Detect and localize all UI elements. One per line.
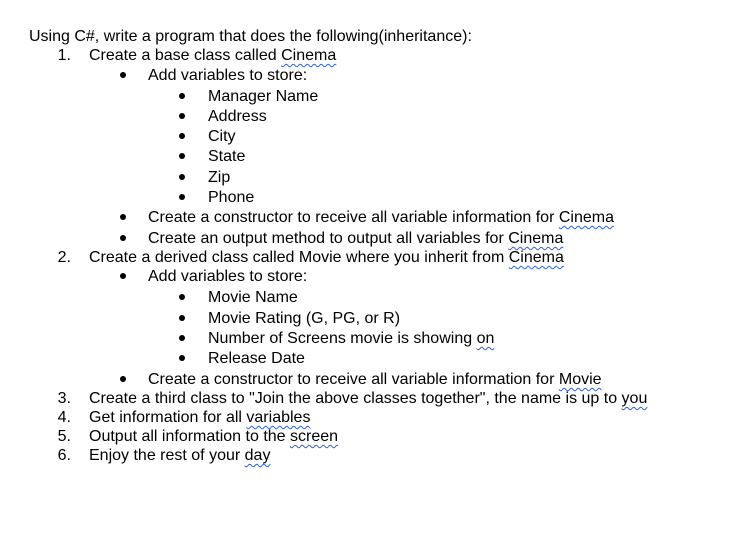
- spellcheck-word: Cinema: [558, 209, 614, 226]
- step-number: 4.: [57, 409, 71, 426]
- bullet-icon: [179, 93, 185, 99]
- step-4-text: [89, 408, 310, 428]
- bullet-icon: [120, 214, 126, 220]
- step-3-text-main: Create a third class to "Join the above classes together", the name is up to: [89, 390, 622, 407]
- bullet-icon: [120, 273, 126, 279]
- step-number: 3.: [57, 390, 71, 407]
- bullet-icon: [179, 335, 185, 341]
- spellcheck-word: Movie: [558, 371, 602, 388]
- step-number: 2.: [57, 249, 71, 266]
- bullet-icon: [179, 355, 185, 361]
- spellcheck-word: Cinema: [281, 47, 337, 64]
- list-item: City: [208, 128, 236, 145]
- step-1-text-main: Create a base class called: [89, 47, 282, 64]
- bullet-icon: [179, 133, 185, 139]
- spellcheck-word: variables: [246, 409, 311, 426]
- step-1-constructor: [148, 208, 614, 228]
- list-item: Release Date: [208, 350, 305, 367]
- step-1-text: [89, 46, 336, 66]
- list-item-text: Number of Screens movie is showing: [208, 330, 477, 347]
- spellcheck-word: Cinema: [508, 249, 564, 266]
- bullet-icon: [179, 113, 185, 119]
- list-item: Zip: [208, 169, 231, 186]
- step-6-text: [89, 446, 270, 466]
- step-2-text: [89, 248, 564, 268]
- bullet-icon: [179, 294, 185, 300]
- bullet-icon: [120, 72, 126, 78]
- step-1-output: [148, 229, 563, 249]
- spellcheck-word: day: [244, 447, 271, 464]
- list-item: State: [208, 148, 246, 165]
- step-2-vars-label: Add variables to store:: [148, 268, 308, 285]
- spellcheck-word: you: [621, 390, 648, 407]
- step-1-output-text: Create an output method to output all variables for: [148, 230, 509, 247]
- spellcheck-word: on: [476, 330, 495, 347]
- step-number: 6.: [57, 447, 71, 464]
- spellcheck-word: screen: [290, 428, 339, 445]
- bullet-icon: [120, 235, 126, 241]
- intro-text: Using C#, write a program that does the following(inheritance):: [29, 28, 472, 45]
- step-5-text-main: Output all information to the: [89, 428, 290, 445]
- step-2-constructor-text: Create a constructor to receive all variable information for: [148, 371, 559, 388]
- list-item: [208, 329, 494, 349]
- step-2-constructor: [148, 370, 602, 390]
- step-2-text-main: Create a derived class called Movie where you inherit from: [89, 249, 509, 266]
- list-item: Address: [208, 108, 267, 125]
- step-number: 1.: [57, 47, 71, 64]
- step-4-text-main: Get information for all: [89, 409, 247, 426]
- list-item: Movie Name: [208, 289, 298, 306]
- step-1-constructor-text: Create a constructor to receive all variable information for: [148, 209, 559, 226]
- list-item: Phone: [208, 189, 255, 206]
- bullet-icon: [179, 174, 185, 180]
- step-5-text: [89, 427, 338, 447]
- list-item: Manager Name: [208, 88, 319, 105]
- bullet-icon: [179, 153, 185, 159]
- step-3-text: [89, 389, 647, 409]
- step-6-text-main: Enjoy the rest of your: [89, 447, 245, 464]
- step-1-vars-label: Add variables to store:: [148, 67, 308, 84]
- spellcheck-word: Cinema: [508, 230, 564, 247]
- bullet-icon: [179, 194, 185, 200]
- bullet-icon: [179, 315, 185, 321]
- step-number: 5.: [57, 428, 71, 445]
- bullet-icon: [120, 376, 126, 382]
- list-item: Movie Rating (G, PG, or R): [208, 310, 401, 327]
